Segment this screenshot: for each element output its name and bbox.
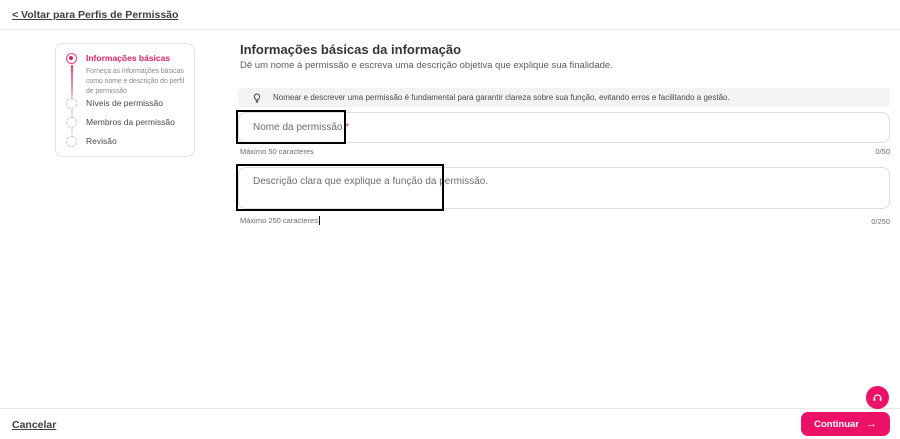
step-permission-levels[interactable]: Níveis de permissão [86,98,164,108]
tip-banner-text: Nomear e descrever uma permissão é fundamental para garantir clareza sobre sua função, evitando erros e facilitando a gestão. [273,93,730,102]
continue-button[interactable] [801,412,890,436]
page-subtitle: Dê um nome à permissão e escreva uma descrição objetiva que explique sua finalidade. [240,60,613,71]
name-char-counter: 0/50 [875,147,890,156]
name-helper-text: Máximo 50 caracteres [240,147,314,156]
permission-name-placeholder: Nome da permissão * [253,122,350,133]
required-marker: * [345,122,350,133]
step-4-indicator-icon [66,136,77,147]
cancel-link[interactable]: Cancelar [12,419,57,431]
description-char-counter: 0/250 [871,217,890,226]
page-title: Informações básicas da informação [240,42,462,57]
footer-divider [0,408,900,409]
back-to-permission-profiles-link[interactable]: < Voltar para Perfis de Permissão [12,9,179,21]
step-permission-members[interactable]: Membros da permissão [86,117,175,127]
step-2-indicator-icon [66,98,77,109]
wizard-stepper [55,43,195,157]
lightbulb-icon [252,93,262,103]
permission-description-placeholder: Descrição clara que explique a função da permissão. [253,176,489,187]
permission-description-textarea[interactable] [238,167,890,209]
top-bar [0,0,900,30]
headset-icon [872,392,883,403]
permission-name-input[interactable] [238,112,890,143]
help-fab-button[interactable] [866,386,889,409]
continue-button-label: Continuar [814,418,859,430]
step-basic-info[interactable]: Informações básicas [86,53,171,63]
stepper-connector [71,128,73,135]
stepper-connector [71,109,73,116]
step-basic-info-description: Forneça as informações básicas como nome e descrição do perfil de permissão [86,68,185,96]
arrow-right-icon: → [866,417,877,430]
step-3-indicator-icon [66,117,77,128]
text-caret [319,216,320,225]
step-review[interactable]: Revisão [86,136,117,146]
tip-banner [238,88,890,107]
stepper-connector [71,65,73,97]
description-helper-text: Máximo 250 caracteres [240,216,318,225]
step-1-indicator-icon [66,53,77,64]
